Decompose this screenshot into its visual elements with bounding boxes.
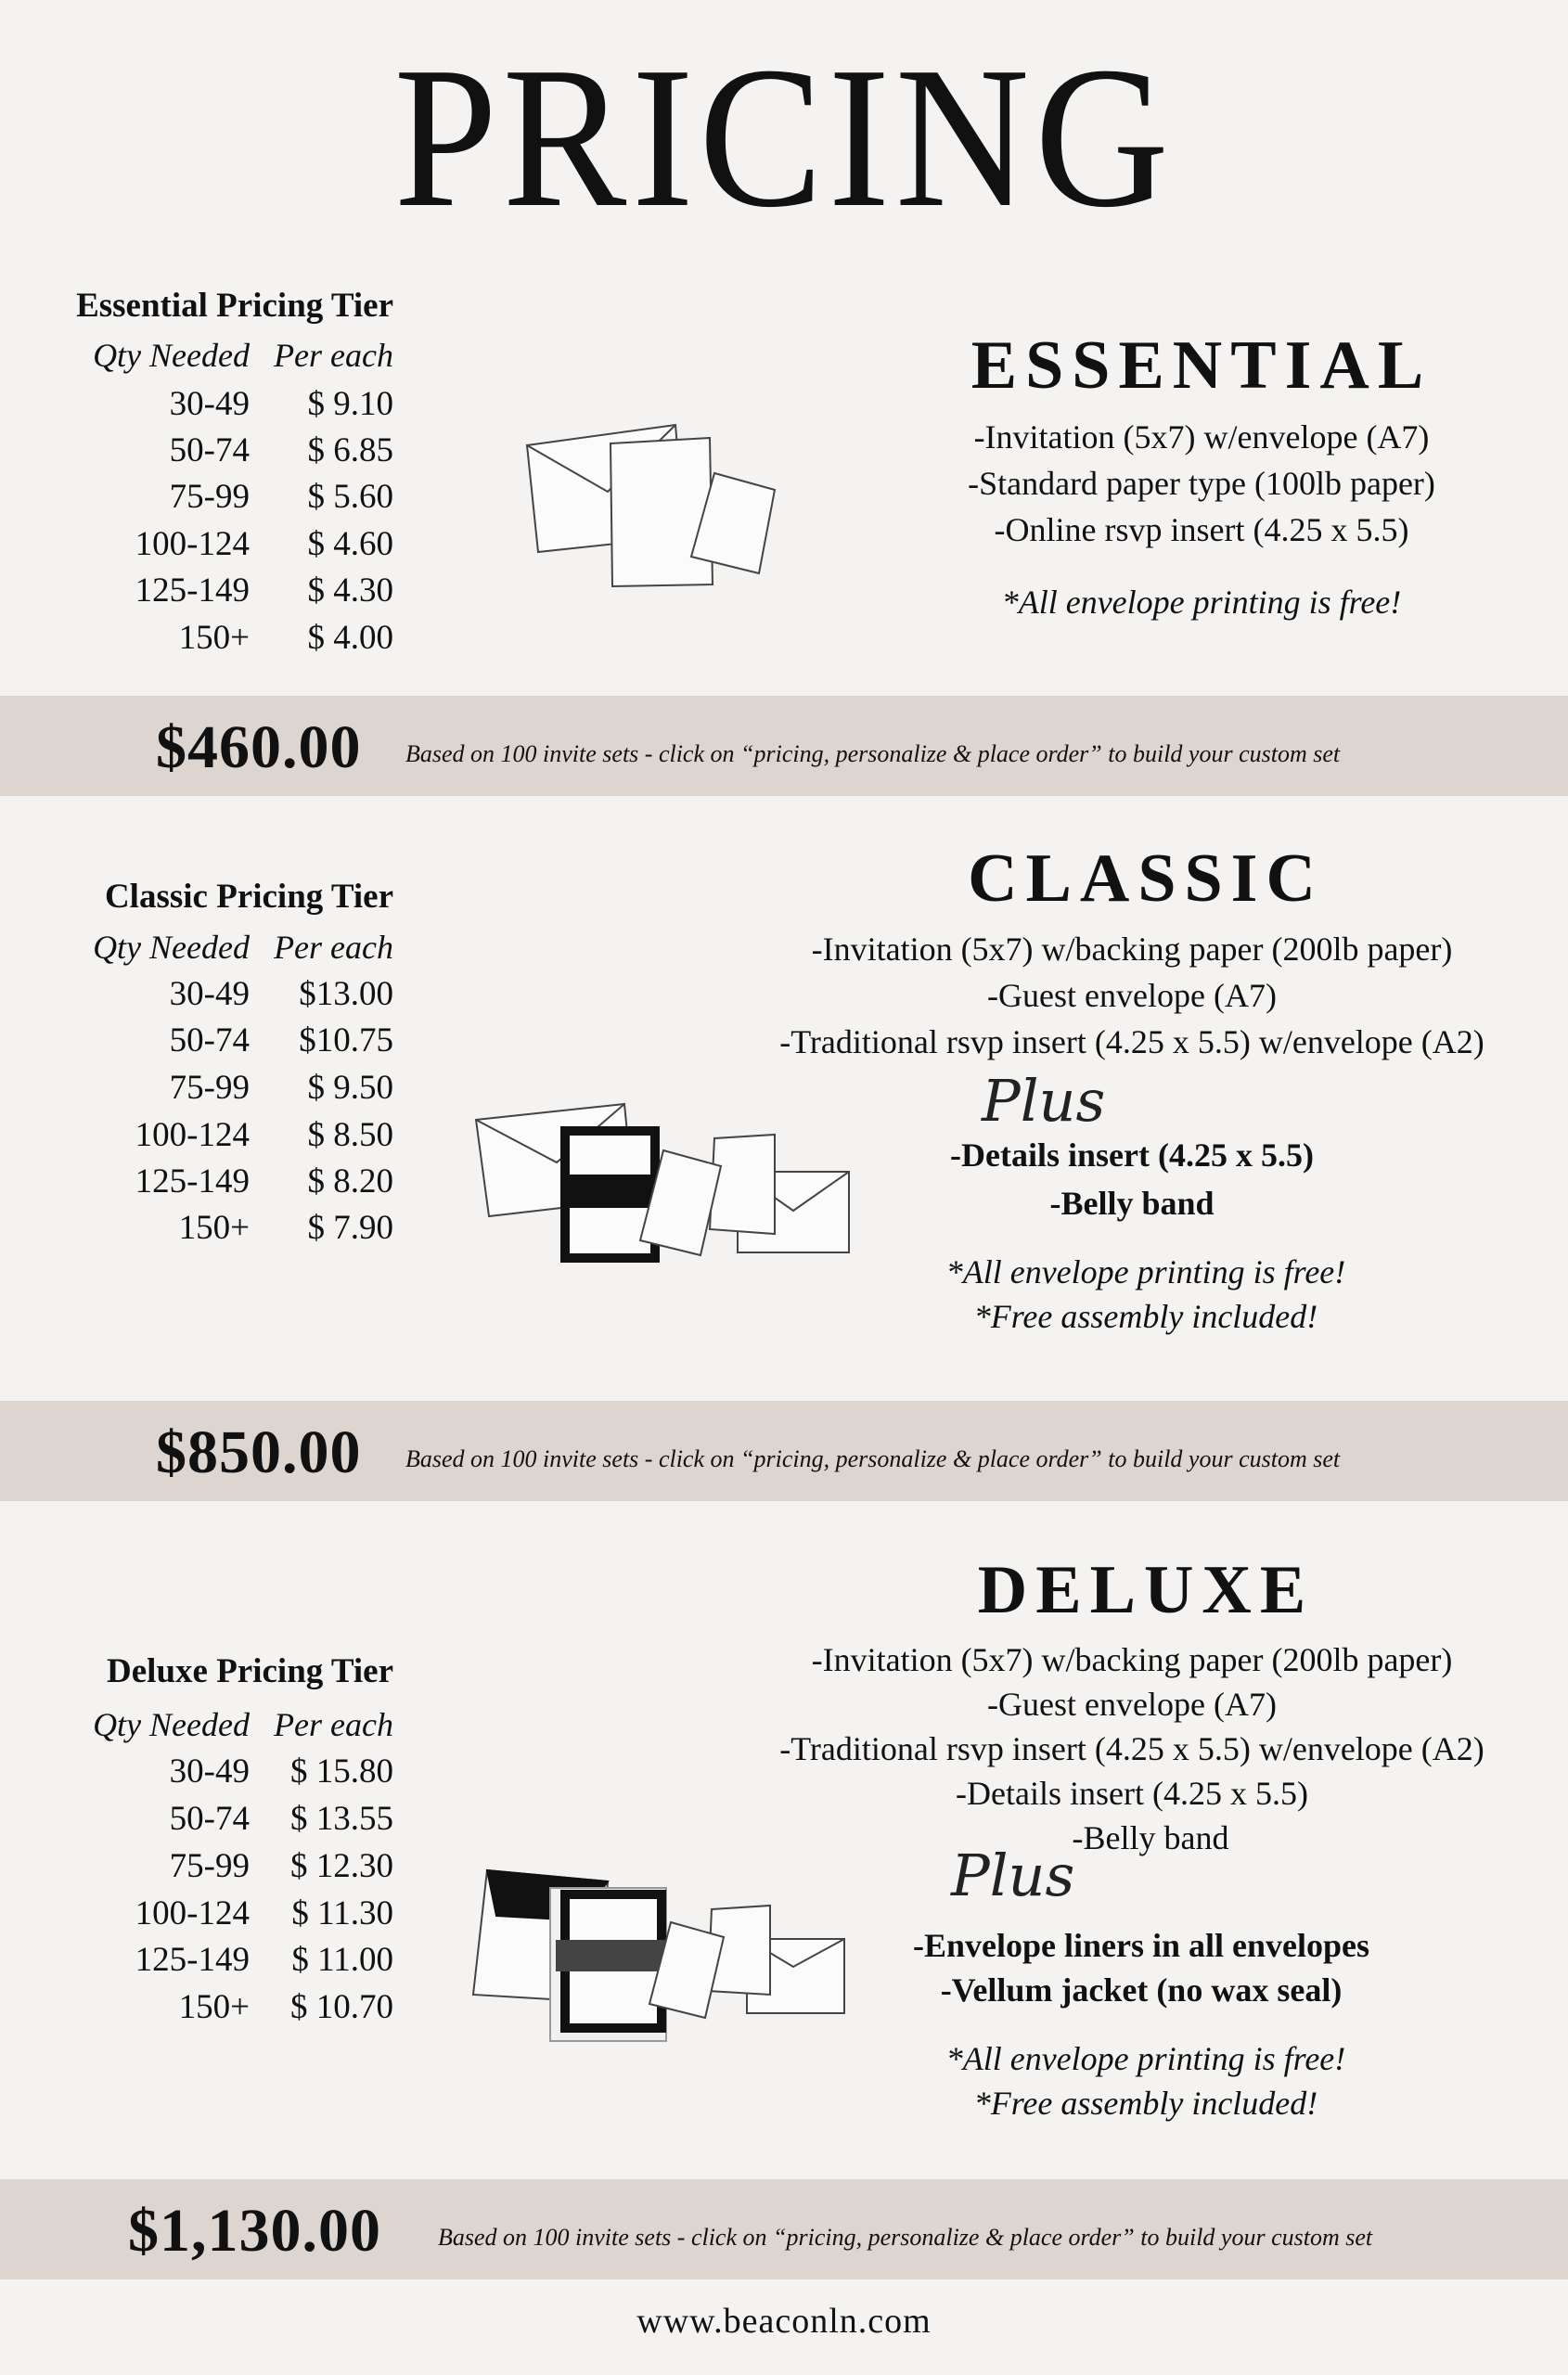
deluxe-price-table: [0, 1705, 393, 2039]
qty-header: Qty Needed: [93, 929, 250, 966]
deluxe-total-band: [0, 2179, 1568, 2279]
plus-feature-item: -Details insert (4.25 x 5.5): [950, 1136, 1314, 1174]
essential-tier-name: ESSENTIAL: [970, 327, 1433, 404]
table-row: 150+ $ 7.90: [178, 1209, 393, 1247]
feature-item: -Invitation (5x7) w/backing paper (200lb paper): [811, 1641, 1453, 1678]
website-footer-link[interactable]: www.beaconln.com: [636, 2302, 932, 2341]
total-note: Based on 100 invite sets - click on “pricing, personalize & place order” to build your custom set: [438, 2224, 1373, 2251]
essential-total-band: [0, 696, 1568, 796]
classic-stationery-illustration: [469, 1099, 858, 1266]
feature-item: -Invitation (5x7) w/backing paper (200lb paper): [811, 931, 1453, 968]
total-note: Based on 100 invite sets - click on “pricing, personalize & place order” to build your custom set: [405, 740, 1341, 767]
table-row: 125-149 $ 4.30: [135, 571, 393, 610]
note-text: *All envelope printing is free!: [945, 2040, 1346, 2077]
deluxe-total-price: $1,130.00: [128, 2197, 381, 2265]
feature-item: -Traditional rsvp insert (4.25 x 5.5) w/envelope (A2): [779, 1023, 1484, 1060]
table-row: 30-49 $ 9.10: [169, 385, 393, 423]
feature-item: -Invitation (5x7) w/envelope (A7): [973, 418, 1430, 456]
classic-price-table: [0, 928, 393, 1262]
feature-item: -Guest envelope (A7): [987, 977, 1277, 1014]
per-each-header: Per each: [274, 337, 393, 374]
feature-item: -Online rsvp insert (4.25 x 5.5): [994, 511, 1409, 548]
deluxe-table-title: Deluxe Pricing Tier: [107, 1652, 393, 1690]
table-row: 125-149 $ 11.00: [135, 1941, 393, 1979]
page-title: PRICING: [393, 26, 1175, 250]
table-row: 100-124 $ 11.30: [135, 1894, 393, 1932]
essential-total-price: $460.00: [156, 713, 362, 781]
table-row: 125-149 $ 8.20: [135, 1162, 393, 1200]
plus-script-label: Plus: [951, 1842, 1075, 1909]
plus-feature-item: -Vellum jacket (no wax seal): [940, 1971, 1343, 2009]
table-row: 100-124 $ 8.50: [135, 1116, 393, 1154]
plus-feature-item: -Belly band: [1049, 1185, 1215, 1222]
feature-item: -Traditional rsvp insert (4.25 x 5.5) w/envelope (A2): [779, 1730, 1484, 1767]
essential-stationery-illustration: [520, 417, 789, 594]
note-text: *Free assembly included!: [973, 1298, 1318, 1335]
table-row: 30-49 $13.00: [169, 975, 393, 1013]
note-text: *All envelope printing is free!: [1001, 584, 1402, 621]
feature-item: -Standard paper type (100lb paper): [968, 465, 1435, 502]
deluxe-stationery-illustration: [469, 1865, 858, 2050]
table-row: 50-74 $ 6.85: [169, 431, 393, 469]
essential-table-title: Essential Pricing Tier: [76, 287, 393, 325]
classic-tier-name: CLASSIC: [968, 841, 1324, 917]
qty-header: Qty Needed: [93, 1706, 250, 1743]
table-row: 75-99 $ 5.60: [169, 478, 393, 516]
plus-feature-item: -Envelope liners in all envelopes: [912, 1927, 1369, 1964]
table-row: 150+ $ 4.00: [178, 619, 393, 657]
qty-header: Qty Needed: [93, 337, 250, 374]
classic-total-price: $850.00: [156, 1419, 362, 1486]
deluxe-tier-name: DELUXE: [977, 1552, 1315, 1628]
table-row: 75-99 $ 12.30: [169, 1847, 393, 1885]
table-row: 50-74 $10.75: [169, 1021, 393, 1059]
table-row: 75-99 $ 9.50: [169, 1069, 393, 1107]
table-row: 50-74 $ 13.55: [169, 1800, 393, 1838]
per-each-header: Per each: [274, 929, 393, 966]
feature-item: -Guest envelope (A7): [987, 1686, 1277, 1723]
feature-item: -Belly band: [1072, 1819, 1229, 1856]
feature-item: -Details insert (4.25 x 5.5): [956, 1775, 1308, 1812]
classic-table-title: Classic Pricing Tier: [104, 878, 393, 916]
plus-script-label: Plus: [982, 1067, 1106, 1135]
note-text: *All envelope printing is free!: [945, 1253, 1346, 1290]
table-row: 30-49 $ 15.80: [169, 1752, 393, 1791]
essential-price-table: [0, 336, 393, 670]
classic-total-band: [0, 1401, 1568, 1501]
table-row: 150+ $ 10.70: [178, 1988, 393, 2026]
note-text: *Free assembly included!: [973, 2085, 1318, 2122]
total-note: Based on 100 invite sets - click on “pricing, personalize & place order” to build your custom set: [405, 1445, 1341, 1472]
per-each-header: Per each: [274, 1706, 393, 1743]
table-row: 100-124 $ 4.60: [135, 525, 393, 563]
